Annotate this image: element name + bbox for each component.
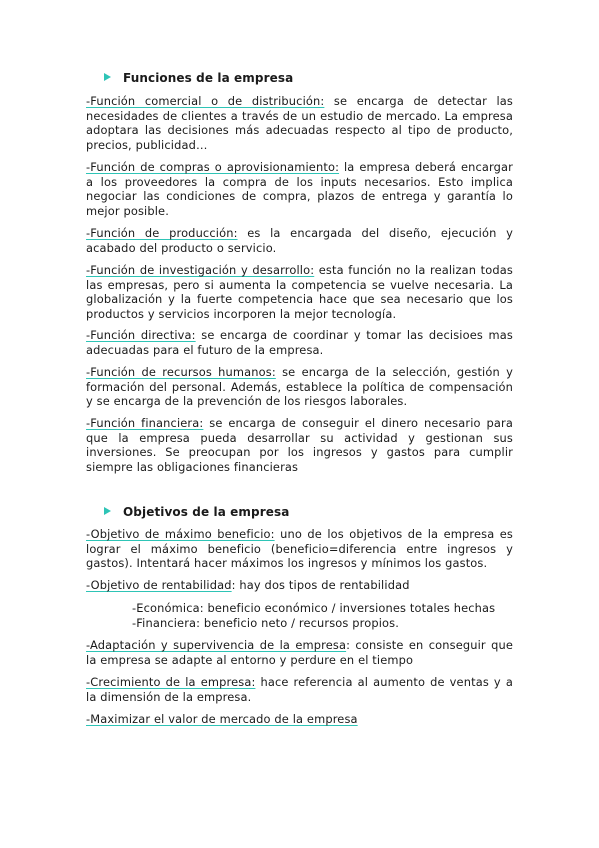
term: -Objetivo de rentabilidad	[86, 578, 232, 592]
paragraph-funcion-compras	[86, 160, 513, 218]
term: -Adaptación y supervivencia de la empresa	[86, 638, 347, 652]
definition: : hay dos tipos de rentabilidad	[231, 578, 410, 592]
term: -Función de investigación y desarrollo:	[86, 263, 315, 277]
arrow-bullet-icon	[104, 507, 111, 515]
section-heading-funciones	[104, 71, 293, 85]
definition: la empresa deberá encargar a los proveedores la compra de los inputs necesarios. Esto implica negociar las condiciones de compra, plazos de entrega y garantía lo mejor posible.	[86, 160, 513, 218]
definition: es la encargada del diseño, ejecución y acabado del producto o servicio.	[86, 226, 514, 255]
paragraph-funcion-comercial	[86, 94, 513, 152]
definition: : consiste en conseguir que la empresa se adapte al entorno y perdure en el tiempo	[86, 638, 513, 667]
paragraph-funcion-produccion	[86, 226, 513, 255]
definition: esta función no la realizan todas las empresas, pero si aumenta la competencia se vuelve necesaria. La globalización y la fuerte competencia hace que sea necesario que los productos y servicios incorporen la mejor tecnología.	[86, 263, 513, 321]
term: -Objetivo de máximo beneficio:	[86, 527, 275, 541]
section-title: Objetivos de la empresa	[123, 505, 290, 519]
term: -Función de recursos humanos:	[86, 365, 276, 379]
term: -Crecimiento de la empresa:	[86, 675, 256, 689]
definition: uno de los objetivos de la empresa es lograr el máximo beneficio (beneficio=diferencia entre ingresos y gastos). Intentará hacer máximos los ingresos y mínimos los gastos.	[86, 527, 513, 571]
term: -Función financiera:	[86, 416, 204, 430]
paragraph-crecimiento	[86, 675, 513, 704]
paragraph-funcion-financiera	[86, 416, 513, 474]
term: -Función comercial o de distribución:	[86, 94, 325, 108]
term: -Función de producción:	[86, 226, 238, 240]
paragraph-maximizar-valor	[86, 712, 513, 727]
definition: se encarga de conseguir el dinero necesario para que la empresa pueda desarrollar su actividad y gestionan sus inversiones. Se preocupan por los ingresos y gastos para cumplir siempre las obligaciones financieras	[86, 416, 513, 474]
term: -Función directiva:	[86, 328, 196, 342]
definition: hace referencia al aumento de ventas y a la dimensión de la empresa.	[86, 675, 513, 704]
subitem-rentabilidad-financiera: -Financiera: beneficio neto / recursos propios.	[132, 616, 400, 630]
term: -Maximizar el valor de mercado de la empresa	[86, 712, 358, 726]
term: -Función de compras o aprovisionamiento:	[86, 160, 340, 174]
definition: se encarga de la selección, gestión y formación del personal. Además, establece la política de compensación y se encarga de la prevención de los riesgos laborales.	[86, 365, 513, 409]
definition: se encarga de detectar las necesidades de clientes a través de un estudio de mercado. La empresa adoptara las decisiones más adecuadas respecto al tipo de producto, precios, publicidad…	[86, 94, 513, 152]
paragraph-funcion-investigacion	[86, 263, 513, 321]
subitem-rentabilidad-economica: -Económica: beneficio económico / inversiones totales hechas	[132, 601, 496, 615]
paragraph-funcion-rrhh	[86, 365, 513, 409]
section-heading-objetivos	[104, 505, 289, 519]
paragraph-objetivo-rentabilidad	[86, 578, 513, 593]
arrow-bullet-icon	[104, 73, 111, 81]
paragraph-funcion-directiva	[86, 328, 513, 357]
paragraph-objetivo-beneficio	[86, 527, 513, 571]
definition: se encarga de coordinar y tomar las decisioes mas adecuadas para el futuro de la empresa.	[86, 328, 513, 357]
paragraph-adaptacion	[86, 638, 513, 667]
section-title: Funciones de la empresa	[123, 71, 294, 85]
